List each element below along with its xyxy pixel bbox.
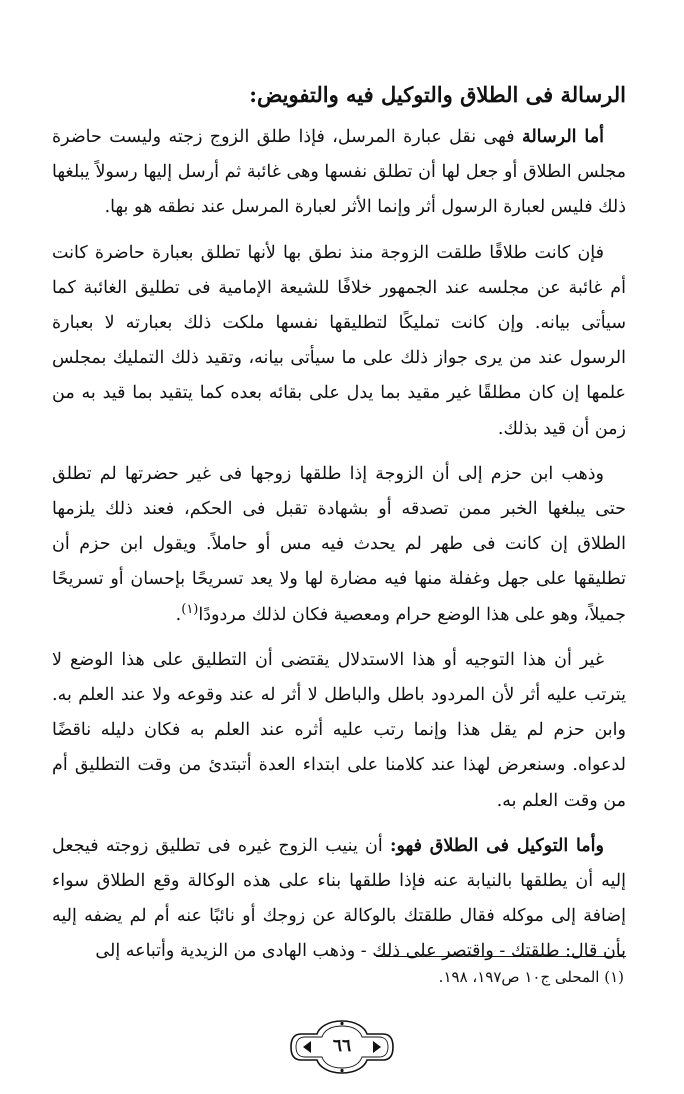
footnote-reference[interactable]: (١) — [181, 601, 199, 617]
paragraph-ibn-hazm — [52, 457, 626, 633]
paragraph-text: وذهب ابن حزم إلى أن الزوجة إذا طلقها زوجها فى غير حضرتها لم تطلق حتى يبلغها الخبر ممن تصدقه أو بشهادة تقبل فى الحكم، فعند ذلك يلزمها الطلاق إن كانت فى طهر لم يحدث فيه مس أو حاملاً. ويقول ابن حزم أن تطليقها على جهل وغفلة منها فيه مضارة لها ولا يعد تسريحًا بإحسان أو تسريحًا جميلاً، وهو على هذا الوضع حرام ومعصية فكان لذلك مردودًا — [52, 463, 626, 625]
footnote: (١) المحلى ج١٠ ص١٩٧، ١٩٨. — [438, 968, 624, 986]
paragraph-text: أن ينيب الزوج غيره فى تطليق زوجته فيجعل إليه أن يطلقها بالنيابة عنه فإذا طلقها بناء على هذه الوكالة وقع الطلاق سواء إضافة إلى موكله فقال طلقتك بالوكالة عن زوجك أو نائبًا عنه أم لم يضفه إليه بأن قال: طلقتك - واقتصر على ذلك - وذهب الهادى من الزيدية وأتباعه إلى — [52, 835, 626, 962]
paragraph-delegation — [52, 829, 626, 970]
paragraph-lead: وأما التوكيل فى الطلاق فهو: — [390, 835, 604, 856]
paragraph-text: فهى نقل عبارة المرسل، فإذا طلق الزوج زجته وليست حاضرة مجلس الطلاق أو جعل لها أن تطلق نفسها وهى غائبة ثم أرسل إليها رسولاً يبلغها ذلك فليس لعبارة الرسول أثر وإنما الأثر لعبارة المرسل عند نطقه هو بها. — [52, 127, 626, 218]
paragraph-text: غير أن هذا التوجيه أو هذا الاستدلال يقتضى أن التطليق على هذا الوضع لا يترتب عليه أثر لأن المردود باطل والباطل لا أثر له عند وقوعه ولا عند العلم به. وابن حزم لم يقل هذا وإنما رتب عليه أثره عند العلم به فكان دليله ناقضًا لدعواه. وسنعرض لهذا عند كلامنا على ابتداء العدة أتبتدئ من وقت التطليق أم من وقت العلم به. — [52, 649, 626, 811]
paragraph-message — [52, 120, 626, 226]
paragraph-divorce-effect — [52, 236, 626, 447]
paragraph-objection — [52, 643, 626, 819]
footnote-divider — [376, 956, 626, 957]
page-number: ٦٦ — [332, 1036, 352, 1056]
section-heading: الرسالة فى الطلاق والتوكيل فيه والتفويض: — [249, 82, 626, 107]
paragraph-text: فإن كانت طلاقًا طلقت الزوجة منذ نطق بها لأنها تطلق بعبارة حاضرة كانت أم غائبة عن مجلسه عند الجمهور خلافًا للشيعة الإمامية فى تطليق الغائبة كما سيأتى بيانه. وإن كانت تمليكًا لتطليقها نفسها ملكت ذلك بعبارته لا بعبارة الرسول عند من يرى جواز ذلك على ما سيأتى بيانه، وتقيد ذلك التمليك بمجلس علمها إن كان مطلقًا غير مقيد بما يدل على بقائه بعده كما يتقيد بما قيد به من زمن أن قيد بذلك. — [52, 242, 626, 439]
page-number-ornament — [287, 1018, 397, 1076]
paragraph-tail: . — [175, 604, 182, 625]
paragraph-lead: أما الرسالة — [521, 127, 604, 147]
